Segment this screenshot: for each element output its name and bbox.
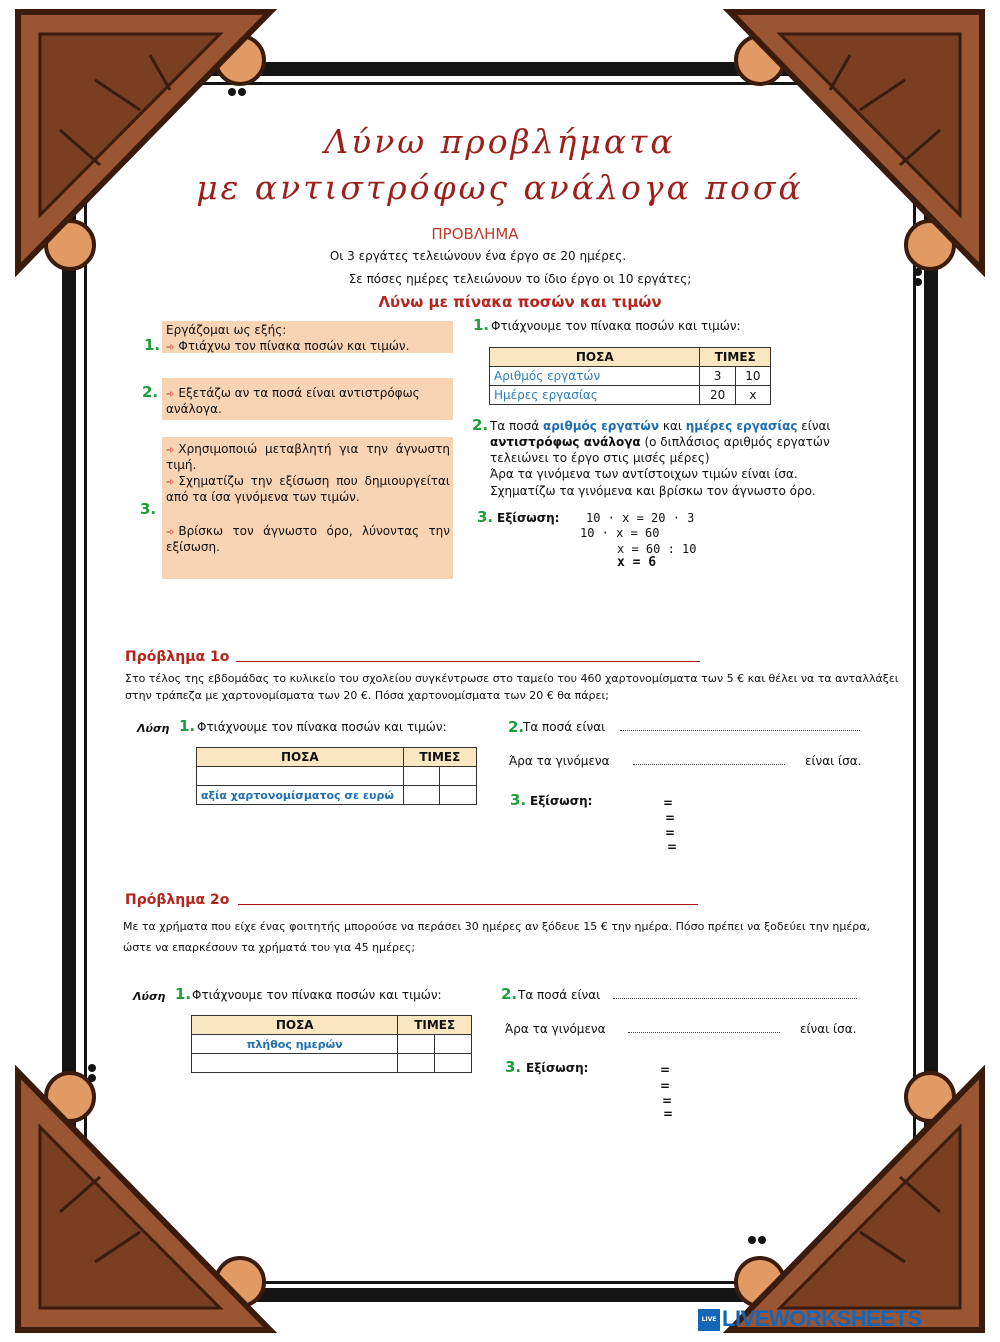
problem1-step1: Φτιάχνουμε τον πίνακα ποσών και τιμών: (197, 720, 447, 734)
example-num-1: 1. (473, 316, 490, 334)
example-num-2: 2. (472, 416, 489, 434)
liveworksheets-badge-icon: LIVE (698, 1309, 720, 1331)
example-equation-1: 10 · x = 20 · 3 (586, 511, 695, 525)
wood-corner-bottom-right (710, 1042, 1000, 1342)
problem2-eq-sign-3: = (662, 1094, 673, 1108)
step2-text: και (662, 419, 682, 433)
steps-num-3: 3. (140, 500, 157, 518)
page-title-line1: Λύνω προβλήματα (324, 122, 676, 161)
table-cell-input[interactable] (403, 767, 440, 786)
problem1-table (196, 747, 477, 805)
problem-line2: Σε πόσες ημέρες τελειώνουν το ίδιο έργο οι 10 εργάτες; (348, 272, 692, 286)
problem2-equal: είναι ίσα. (800, 1022, 857, 1036)
problem-heading: ΠΡΟΒΛΗΜΑ (431, 225, 519, 243)
example-step1: Φτιάχνουμε τον πίνακα ποσών και τιμών: (491, 319, 741, 333)
arrow-icon: ➾ (166, 445, 175, 456)
table-cell-input[interactable] (440, 786, 477, 805)
steps-item-3b (166, 474, 450, 505)
table-cell-input[interactable] (197, 767, 404, 786)
problem1-eq-sign-3: = (665, 826, 676, 840)
example-equation-3: x = 60 : 10 (617, 542, 697, 556)
problem1-num-1: 1. (179, 717, 196, 735)
example-equation-label: Εξίσωση: (497, 511, 560, 525)
steps-item-3b-text: Σχηματίζω την εξίσωση που δημιουργείται από τα ίσα γινόμενα των τιμών. (166, 474, 450, 504)
table-cell-input[interactable] (398, 1054, 435, 1073)
problem2-text-2: ώστε να επαρκέσουν τα χρήματά του για 45 ημέρες; (123, 941, 416, 954)
table-cell-input[interactable] (435, 1035, 472, 1054)
steps-intro: Εργάζομαι ως εξής: (166, 323, 287, 337)
problem1-product-input[interactable] (633, 752, 785, 765)
wood-corner-bottom-left (0, 1042, 290, 1342)
table-row (197, 767, 477, 786)
table-header-quantities: ΠΟΣΑ (490, 348, 700, 367)
table-header-values: ΤΙΜΕΣ (403, 748, 476, 767)
problem2-product: Άρα τα γινόμενα (505, 1022, 606, 1036)
step2-relation: αντιστρόφως ανάλογα (490, 435, 641, 449)
liveworksheets-logo: LIVEWORKSHEETS (722, 1306, 922, 1331)
problem2-table (191, 1015, 472, 1073)
problem2-text-1: Με τα χρήματα που είχε ένας φοιτητής μπορούσε να περάσει 30 ημέρες αν ξόδευε 15 € την ημέρα. Πόσο πρέπει να ξοδεύει την ημέρα, (123, 920, 871, 933)
problem2-eq-sign-2: = (660, 1079, 671, 1093)
table-cell: x (735, 386, 770, 405)
problem2-step2: Τα ποσά είναι (518, 988, 601, 1002)
example-table (489, 347, 771, 405)
problem2-heading: Πρόβλημα 2ο (125, 892, 230, 908)
problem2-solution-label: Λύση (133, 990, 166, 1003)
step2-text: Τα ποσά (490, 419, 540, 433)
problem1-heading: Πρόβλημα 1ο (125, 649, 230, 665)
problem1-eq-sign-1: = (663, 796, 674, 810)
page-title-line2: με αντιστρόφως ανάλογα ποσά (196, 168, 804, 207)
table-header-quantities: ΠΟΣΑ (197, 748, 404, 767)
problem-subheading: Λύνω με πίνακα ποσών και τιμών (378, 293, 662, 311)
table-row (192, 1016, 472, 1035)
problem1-num-2: 2. (508, 718, 525, 736)
table-cell-input[interactable] (192, 1054, 398, 1073)
problem2-num-2: 2. (501, 985, 518, 1003)
problem1-eq-sign-2: = (665, 811, 676, 825)
problem1-equal: είναι ίσα. (805, 754, 862, 768)
table-cell: 20 (700, 386, 735, 405)
step2-explanation: (ο διπλάσιος αριθμός εργατών τελειώνει το έργο στις μισές μέρες) (490, 435, 830, 465)
steps-item-1 (166, 339, 409, 353)
table-cell-input[interactable] (398, 1035, 435, 1054)
problem1-num-3: 3. (510, 791, 527, 809)
problem2-equation-label: Εξίσωση: (526, 1061, 589, 1075)
problem-line1: Οι 3 εργάτες τελειώνουν ένα έργο σε 20 ημέρες. (329, 249, 627, 263)
example-step2-conclusion: Άρα τα γινόμενα των αντίστοιχων τιμών είναι ίσα. (490, 467, 798, 481)
table-cell-label: πλήθος ημερών (192, 1035, 398, 1054)
steps-item-2-text: Εξετάζω αν τα ποσά είναι αντιστρόφως ανάλογα. (166, 386, 420, 416)
table-header-values: ΤΙΜΕΣ (700, 348, 771, 367)
problem1-step2: Τα ποσά είναι (523, 720, 606, 734)
table-cell: 10 (735, 367, 770, 386)
problem1-step2-input[interactable] (620, 718, 860, 731)
table-row (197, 786, 477, 805)
table-cell-label: Ημέρες εργασίας (490, 386, 700, 405)
problem1-text-2: στην τράπεζα με χαρτονομίσματα των 20 €. Πόσα χαρτονομίσματα των 20 € θα πάρει; (125, 689, 609, 702)
problem1-eq-sign-4: = (667, 840, 678, 854)
problem2-step2-input[interactable] (613, 986, 857, 999)
problem2-num-3: 3. (505, 1058, 522, 1076)
problem2-num-1: 1. (175, 985, 192, 1003)
table-header-values: ΤΙΜΕΣ (398, 1016, 472, 1035)
problem2-step1: Φτιάχνουμε τον πίνακα ποσών και τιμών: (192, 988, 442, 1002)
problem2-eq-sign-4: = (663, 1107, 674, 1121)
table-cell-label: αξία χαρτονομίσματος σε ευρώ (197, 786, 404, 805)
steps-item-3c (166, 524, 450, 555)
problem1-product: Άρα τα γινόμενα (509, 754, 610, 768)
steps-item-3a (166, 442, 450, 473)
steps-item-3c-text: Βρίσκω τον άγνωστο όρο, λύνοντας την εξίσωση. (166, 524, 450, 554)
problem2-rule (238, 904, 698, 905)
table-row (197, 748, 477, 767)
example-num-3: 3. (477, 508, 494, 526)
table-cell: 3 (700, 367, 735, 386)
arrow-icon: ➾ (166, 389, 175, 400)
arrow-icon: ➾ (166, 477, 175, 488)
table-row (490, 367, 771, 386)
table-cell-label: Αριθμός εργατών (490, 367, 700, 386)
steps-item-2 (166, 386, 450, 417)
table-row (192, 1035, 472, 1054)
example-step2-instruction: Σχηματίζω τα γινόμενα και βρίσκω τον άγνωστο όρο. (490, 484, 816, 498)
table-row (490, 386, 771, 405)
example-equation-2: 10 · x = 60 (580, 526, 660, 540)
problem1-equation-label: Εξίσωση: (530, 794, 593, 808)
example-step2 (490, 418, 862, 466)
problem1-solution-label: Λύση (137, 722, 170, 735)
table-cell-input[interactable] (403, 786, 440, 805)
table-cell-input[interactable] (435, 1054, 472, 1073)
step2-quantity-2: ημέρες εργασίας (685, 419, 798, 433)
table-header-quantities: ΠΟΣΑ (192, 1016, 398, 1035)
arrow-icon: ➾ (166, 527, 175, 538)
problem1-rule (236, 661, 700, 662)
steps-num-2: 2. (142, 383, 159, 401)
step2-text: είναι (801, 419, 831, 433)
step2-quantity-1: αριθμός εργατών (542, 419, 660, 433)
problem2-eq-sign-1: = (660, 1063, 671, 1077)
problem2-product-input[interactable] (628, 1020, 780, 1033)
arrow-icon: ➾ (166, 342, 175, 353)
table-row (490, 348, 771, 367)
problem1-text-1: Στο τέλος της εβδομάδας το κυλικείο του σχολείου συγκέντρωσε στο ταμείο του 460 χαρτονομίσματα των 5 € και θέλει να τα ανταλλάξει (125, 672, 899, 685)
steps-num-1: 1. (144, 336, 161, 354)
table-row (192, 1054, 472, 1073)
example-equation-4: x = 6 (617, 555, 657, 570)
steps-item-1-text: Φτιάχνω τον πίνακα ποσών και τιμών. (178, 339, 410, 353)
table-cell-input[interactable] (440, 767, 477, 786)
steps-item-3a-text: Χρησιμοποιώ μεταβλητή για την άγνωστη τιμή. (166, 442, 450, 472)
